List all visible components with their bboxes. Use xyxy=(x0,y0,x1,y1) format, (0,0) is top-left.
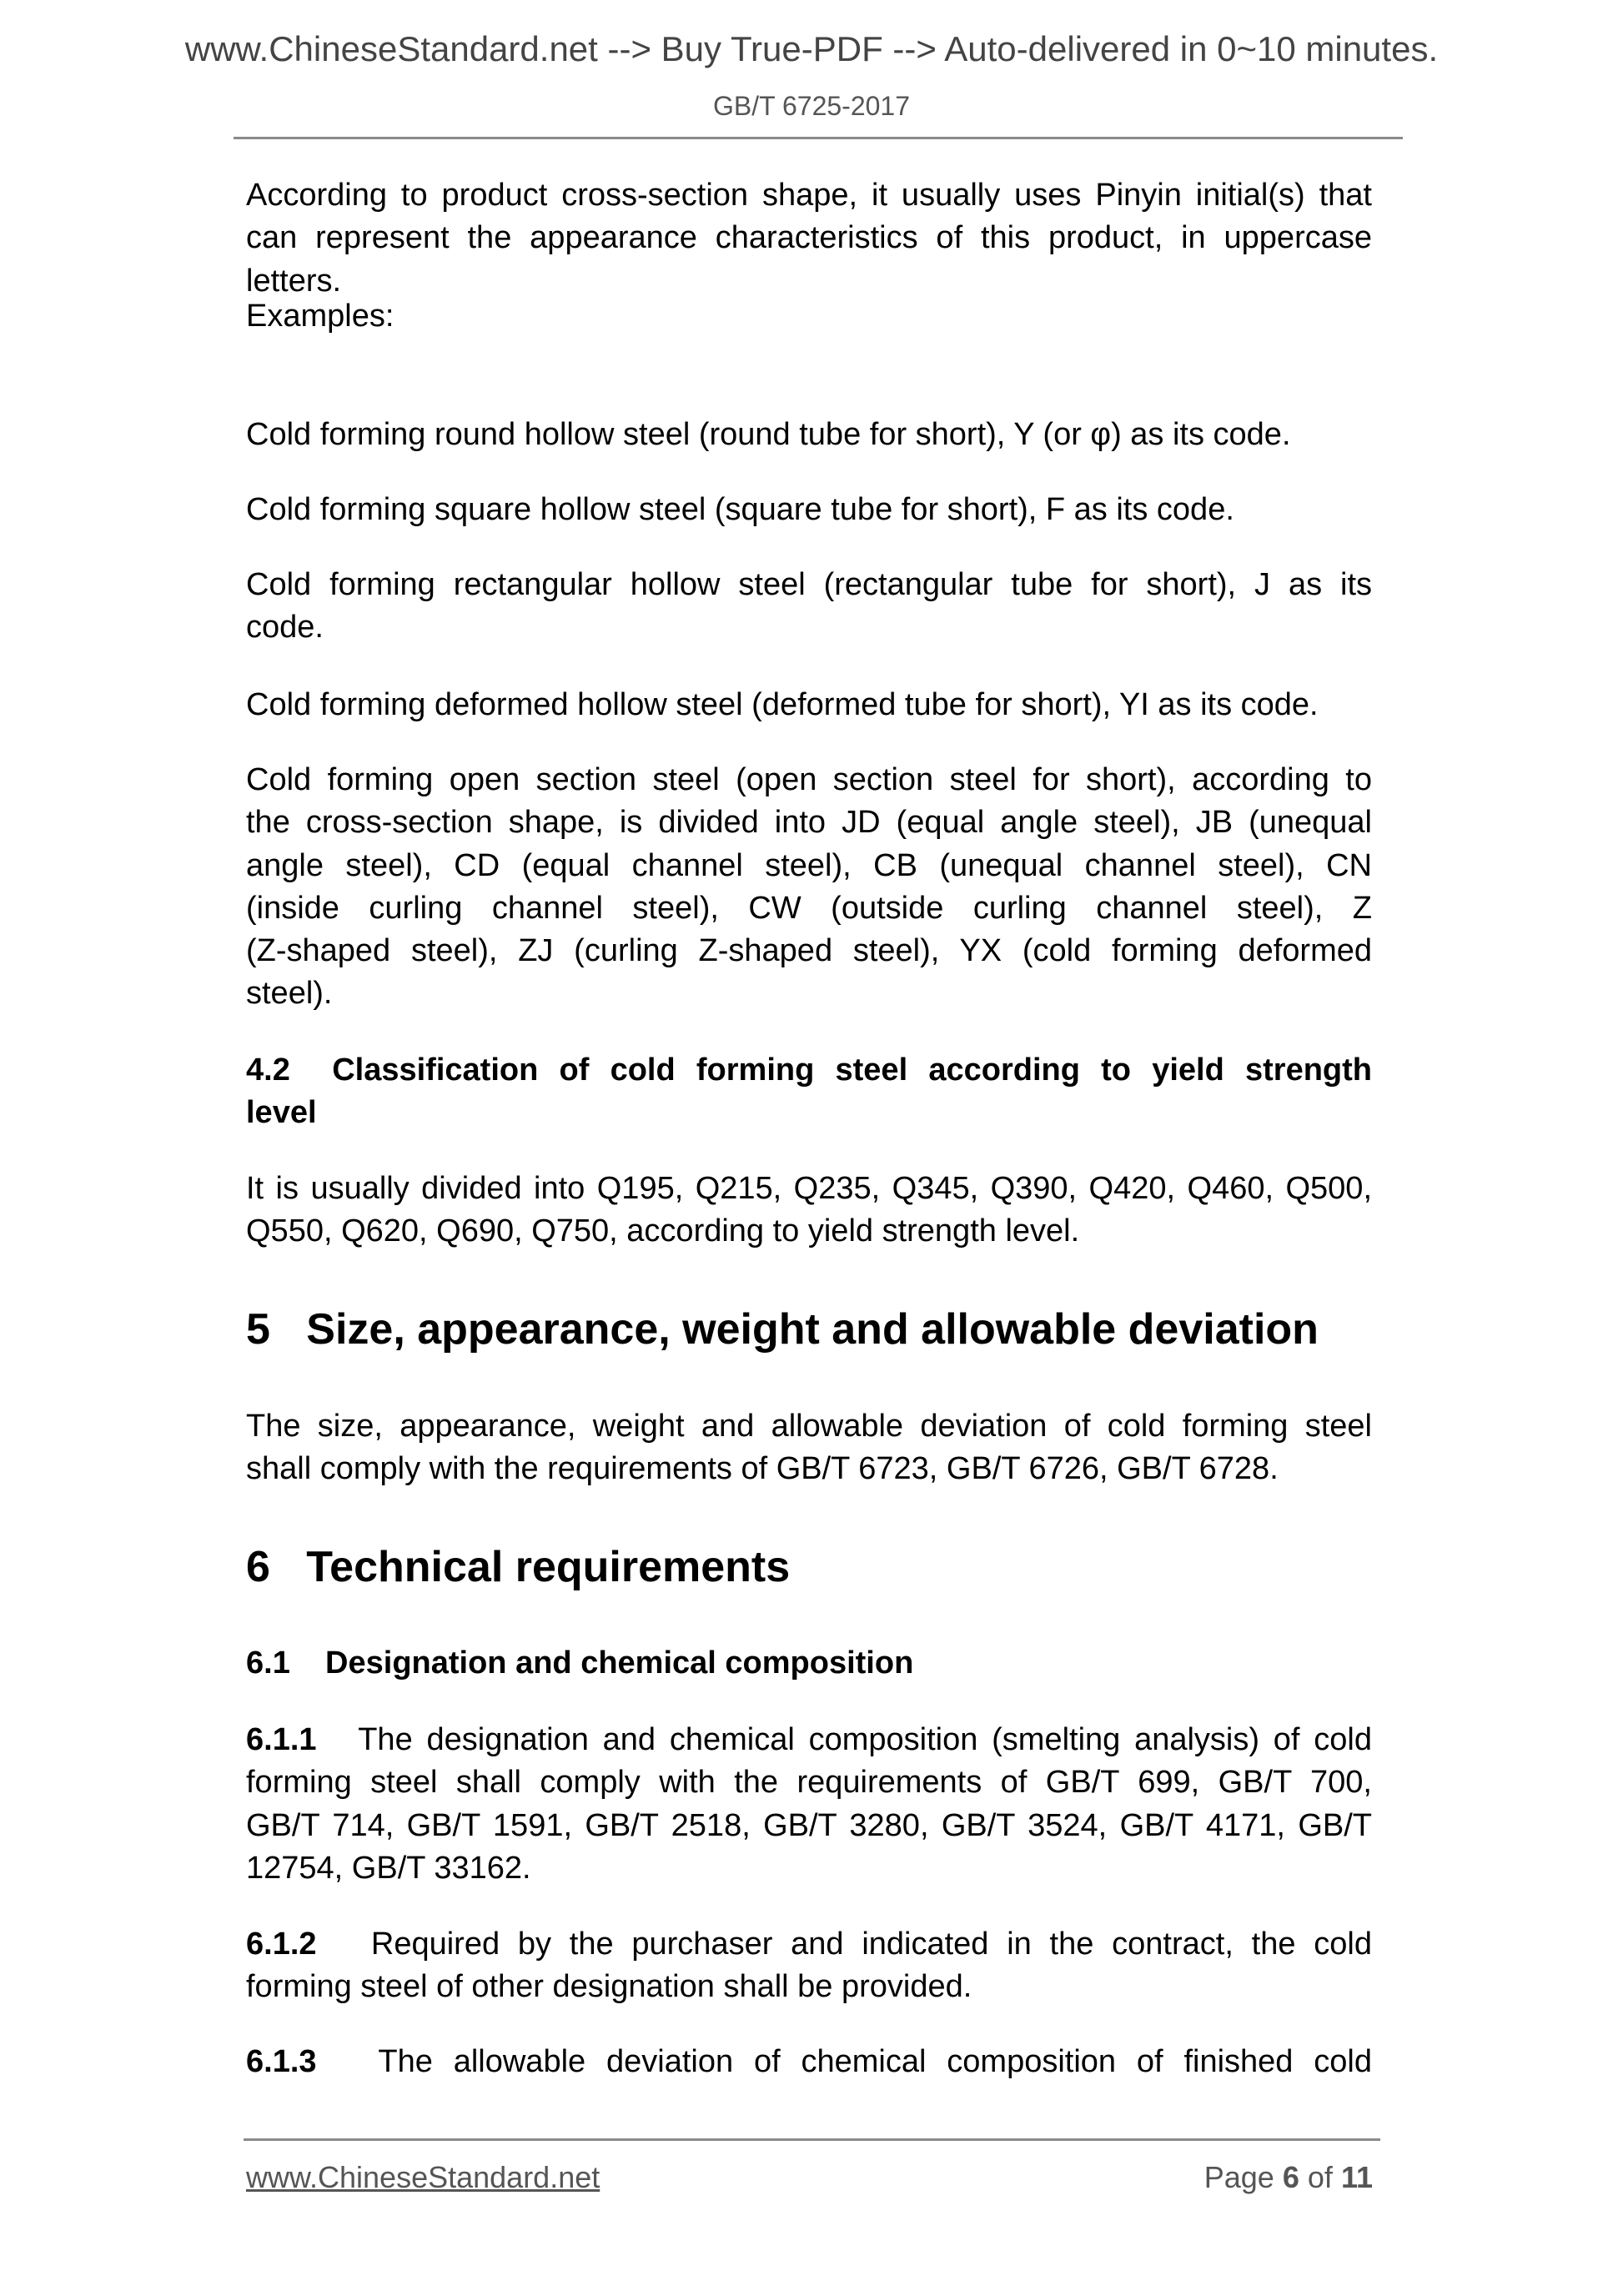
line-text: 4.2 Classification of cold forming steel according to yield strength xyxy=(246,1053,1372,1088)
line-text: steel). xyxy=(246,976,333,1012)
text-line xyxy=(246,1539,1372,1595)
page-indicator xyxy=(1204,2160,1373,2195)
page-of: of xyxy=(1307,2160,1333,2194)
text-line xyxy=(246,1405,1372,1448)
paragraph xyxy=(246,759,1372,1016)
text-line xyxy=(246,1049,1372,1092)
text-line xyxy=(246,759,1372,801)
paragraph xyxy=(246,2041,1372,2083)
line-text: Cold forming square hollow steel (square tube for short), F as its code. xyxy=(246,492,1234,527)
text-line xyxy=(246,1448,1372,1490)
text-line xyxy=(246,1966,1372,2008)
line-text: Cold forming rectangular hollow steel (rectangular tube for short), J as its xyxy=(246,567,1372,602)
clause-number: 6.1.3 xyxy=(246,2044,317,2079)
text-line xyxy=(246,174,1372,217)
line-text: 12754, GB/T 33162. xyxy=(246,1850,531,1886)
text-line xyxy=(246,845,1372,887)
text-line xyxy=(246,887,1372,930)
text-line xyxy=(246,1805,1372,1847)
header-divider xyxy=(234,137,1403,139)
line-text: angle steel), CD (equal channel steel), CB (unequal channel steel), CN xyxy=(246,847,1372,883)
paragraph xyxy=(246,295,1372,338)
line-text: The allowable deviation of chemical composition of finished cold xyxy=(378,2044,1372,2079)
page-prefix: Page xyxy=(1203,2160,1274,2194)
page-current: 6 xyxy=(1282,2160,1299,2194)
clause-number: 6.1.1 xyxy=(246,1722,317,1757)
text-line xyxy=(246,684,1372,726)
text-line xyxy=(246,1719,1372,1761)
line-text: letters. xyxy=(246,263,342,299)
clause-number: 6.1.2 xyxy=(246,1927,317,1962)
line-text: Examples: xyxy=(246,299,394,334)
line-text: The size, appearance, weight and allowable deviation of cold forming steel xyxy=(246,1409,1372,1444)
section-heading xyxy=(246,1539,1372,1595)
paragraph xyxy=(246,489,1372,531)
line-text: 6 Technical requirements xyxy=(246,1543,791,1591)
line-text: forming steel shall comply with the requirements of GB/T 699, GB/T 700, xyxy=(246,1765,1372,1801)
paragraph xyxy=(246,1719,1372,1890)
line-text: GB/T 714, GB/T 1591, GB/T 2518, GB/T 3280, GB/T 3524, GB/T 4171, GB/T xyxy=(246,1807,1372,1843)
standard-number: GB/T 6725-2017 xyxy=(712,91,910,121)
line-text: The designation and chemical composition (smelting analysis) of cold xyxy=(358,1722,1372,1757)
line-text: According to product cross-section shape, it usually uses Pinyin initial(s) that xyxy=(246,178,1372,213)
text-line xyxy=(246,489,1372,531)
text-line xyxy=(246,1210,1372,1253)
text-line xyxy=(246,801,1372,844)
paragraph xyxy=(246,174,1372,303)
line-text: code. xyxy=(246,610,324,646)
text-line xyxy=(246,1923,1372,1966)
paragraph xyxy=(246,1168,1372,1254)
text-line xyxy=(246,930,1372,972)
text-line xyxy=(246,1847,1372,1890)
line-text: Q550, Q620, Q690, Q750, according to yield strength level. xyxy=(246,1213,1080,1249)
line-text: Cold forming round hollow steel (round tube for short), Y (or φ) as its code. xyxy=(246,417,1291,452)
text-line xyxy=(246,1761,1372,1804)
text-line xyxy=(246,2041,1372,2083)
text-line xyxy=(246,1301,1372,1358)
footer-website-link[interactable]: www.ChineseStandard.net xyxy=(246,2160,600,2194)
line-text: Cold forming deformed hollow steel (deformed tube for short), YI as its code. xyxy=(246,687,1319,722)
line-text: Cold forming open section steel (open section steel for short), according to xyxy=(246,762,1372,797)
line-text: can represent the appearance characteristics of this product, in uppercase xyxy=(246,220,1372,256)
line-text: It is usually divided into Q195, Q215, Q235, Q345, Q390, Q420, Q460, Q500, xyxy=(246,1171,1372,1206)
text-line xyxy=(246,414,1372,456)
line-text: 6.1 Designation and chemical composition xyxy=(246,1645,914,1681)
text-line xyxy=(246,217,1372,259)
line-text: 5 Size, appearance, weight and allowable deviation xyxy=(246,1305,1319,1354)
line-text: (inside curling channel steel), CW (outside curling channel steel), Z xyxy=(246,890,1372,926)
paragraph xyxy=(246,414,1372,456)
paragraph xyxy=(246,684,1372,726)
text-line xyxy=(246,972,1372,1015)
section-heading xyxy=(246,1301,1372,1358)
section-heading xyxy=(246,1049,1372,1135)
line-text: Required by the purchaser and indicated in the contract, the cold xyxy=(370,1927,1372,1962)
line-text: level xyxy=(246,1095,317,1131)
line-text: shall comply with the requirements of GB/T 6723, GB/T 6726, GB/T 6728. xyxy=(246,1451,1279,1487)
page-total: 11 xyxy=(1340,2160,1373,2194)
section-heading xyxy=(246,1642,1372,1685)
text-line xyxy=(246,295,1372,338)
paragraph xyxy=(246,1405,1372,1491)
text-line xyxy=(246,1168,1372,1210)
line-text: forming steel of other designation shall be provided. xyxy=(246,1969,972,2005)
text-line xyxy=(246,606,1372,649)
text-line xyxy=(246,1642,1372,1685)
line-text: (Z-shaped steel), ZJ (curling Z-shaped steel), YX (cold forming deformed xyxy=(246,933,1372,969)
text-line xyxy=(246,564,1372,606)
paragraph xyxy=(246,1923,1372,2009)
text-line xyxy=(246,1092,1372,1134)
paragraph xyxy=(246,564,1372,650)
footer-divider xyxy=(244,2138,1380,2141)
header-banner: www.ChineseStandard.net --> Buy True-PDF --> Auto-delivered in 0~10 minutes. xyxy=(184,29,1439,68)
line-text: the cross-section shape, is divided into JD (equal angle steel), JB (unequal xyxy=(246,805,1372,841)
